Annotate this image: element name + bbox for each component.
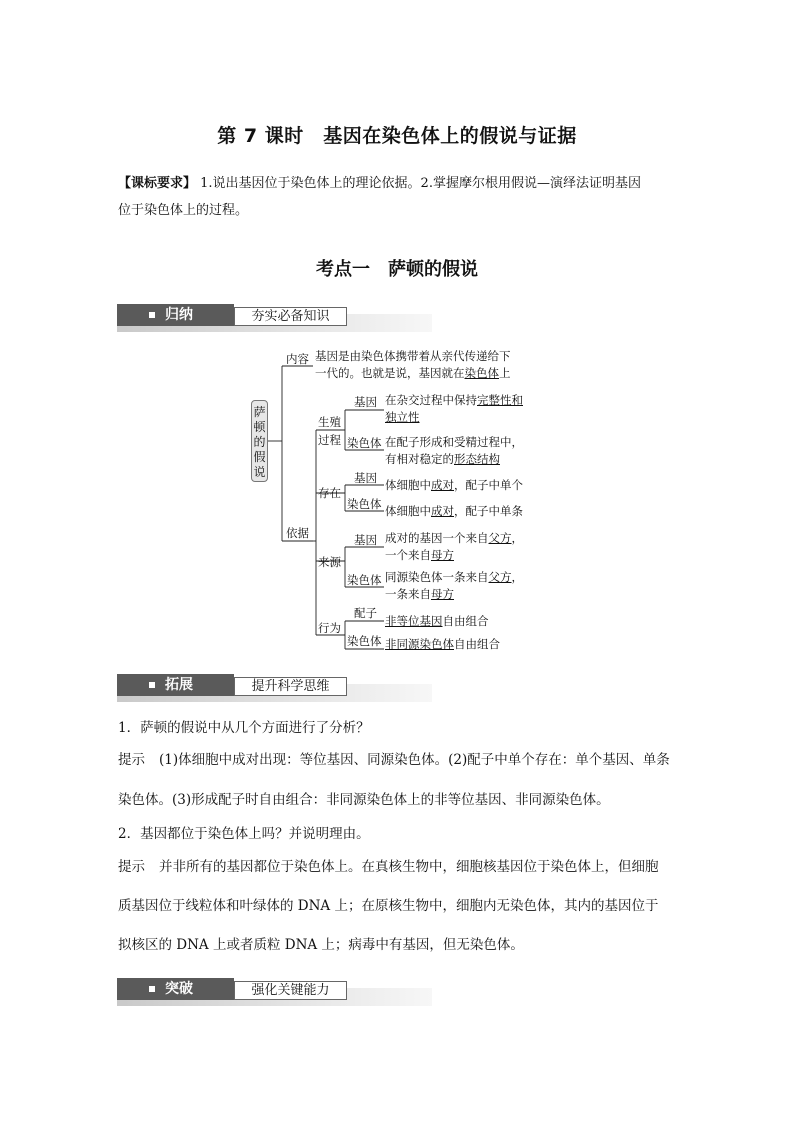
- section-subtitle: 夯实必备知识: [234, 307, 347, 326]
- shengzhi-jiyin-text: [385, 393, 523, 424]
- text-span: 同源染色体一条来自: [385, 570, 489, 584]
- square-bullet-icon: [149, 682, 155, 688]
- xingwei-line-2: [385, 637, 500, 651]
- laiyuan-ranseti-text: [385, 570, 523, 601]
- lesson-title: 第 7 课时 基因在染色体上的假说与证据: [217, 125, 577, 147]
- text-line: [385, 531, 523, 545]
- q2-answer-line-1: [118, 855, 678, 875]
- text-span: ，: [511, 570, 523, 584]
- node-shengzhi: [318, 415, 341, 447]
- requirements-line-2: 位于染色体上的过程。: [118, 203, 249, 218]
- node-neirong: 内容: [286, 352, 309, 366]
- shengzhi-label-2: 过程: [318, 433, 341, 447]
- cunzai-line-1: [385, 478, 523, 492]
- hint-label: 提示: [118, 752, 145, 768]
- text-span: 体细胞中: [385, 478, 431, 492]
- node-laiyuan: 来源: [318, 555, 341, 569]
- text-span: 一条来自: [385, 587, 431, 601]
- text-span: 有相对稳定的: [385, 452, 454, 466]
- section-bar-tupo: [117, 978, 432, 1008]
- q2-answer-line-3: 拟核区的 DNA 上或者质粒 DNA 上；病毒中有基因，但无染色体。: [118, 937, 524, 953]
- node-yiju: 依据: [286, 526, 309, 540]
- underlined-term: 成对: [431, 478, 454, 492]
- text-span: ，配子中单个: [454, 478, 523, 492]
- laiyuan-ranseti-label: 染色体: [347, 573, 382, 587]
- neirong-line-2: [315, 366, 511, 380]
- neirong-text: [315, 349, 511, 380]
- text-span: 成对的基因一个来自: [385, 531, 489, 545]
- section-name: 突破: [165, 981, 193, 997]
- underlined-term: 非等位基因: [385, 614, 443, 628]
- section-name: 归纳: [165, 307, 193, 323]
- square-bullet-icon: [149, 986, 155, 992]
- underlined-term: 母方: [431, 548, 454, 562]
- text-span: ，配子中单条: [454, 504, 523, 518]
- kaodian-title: 考点一 萨顿的假说: [316, 259, 478, 280]
- q1-answer-line-2: 染色体。(3)形成配子时自由组合：非同源染色体上的非等位基因、非同源染色体。: [118, 792, 610, 808]
- mindmap-root: 萨顿的假说: [251, 400, 268, 482]
- text-line: [385, 452, 523, 466]
- laiyuan-jiyin-text: [385, 531, 523, 562]
- requirements-text-1: 1.说出基因位于染色体上的理论依据。2.掌握摩尔根用假说—演绎法证明基因: [196, 176, 641, 191]
- section-subtitle: 强化关键能力: [234, 981, 347, 1000]
- neirong-line-1: 基因是由染色体携带着从亲代传递给下: [315, 349, 511, 363]
- underlined-term: 非同源染色体: [385, 637, 454, 651]
- q1-answer-line-1: [118, 748, 678, 768]
- text-line: [385, 570, 523, 584]
- cunzai-ranseti-label: 染色体: [347, 497, 382, 511]
- section-subtitle: 提升科学思维: [234, 677, 347, 696]
- shengzhi-label-1: 生殖: [318, 415, 341, 429]
- underlined-term: 染色体: [464, 366, 499, 380]
- text-span: 自由组合: [442, 614, 489, 628]
- section-dark-label: [117, 978, 234, 1000]
- requirements-tag: 【课标要求】: [118, 176, 197, 191]
- text-span: 自由组合: [454, 637, 500, 651]
- q2-answer-line-2: 质基因位于线粒体和叶绿体的 DNA 上；在原核生物中，细胞内无染色体，其内的基因位于: [118, 898, 659, 914]
- underlined-term: 独立性: [385, 410, 420, 424]
- node-xingwei: 行为: [318, 621, 341, 635]
- text-span: ，: [511, 531, 523, 545]
- xingwei-line-1: [385, 614, 489, 628]
- hint-label: 提示: [118, 859, 145, 875]
- xingwei-ranseti-label: 染色体: [347, 634, 382, 648]
- shengzhi-ranseti-text: [385, 435, 523, 466]
- question-2: 2．基因都位于染色体上吗？并说明理由。: [118, 826, 370, 842]
- text-span: 在杂交过程中保持: [385, 393, 477, 407]
- shengzhi-ranseti-label: 染色体: [347, 436, 382, 450]
- node-cunzai: 存在: [318, 486, 341, 500]
- underlined-term: 形态结构: [454, 452, 500, 466]
- text-line: [385, 587, 523, 601]
- text-span: 一代的。也就是说，基因就在: [315, 366, 465, 380]
- section-name: 拓展: [165, 677, 193, 693]
- question-1: 1．萨顿的假说中从几个方面进行了分析？: [118, 720, 370, 736]
- underlined-term: 母方: [431, 587, 454, 601]
- text-span: 上: [499, 366, 511, 380]
- underlined-term: 完整性和: [477, 393, 523, 407]
- underlined-term: 父方: [488, 531, 512, 545]
- answer-text: (1)体细胞中成对出现：等位基因、同源染色体。(2)配子中单个存在：单个基因、单条: [159, 752, 670, 768]
- cunzai-jiyin-label: 基因: [354, 471, 377, 485]
- text-line: [385, 393, 523, 407]
- laiyuan-jiyin-label: 基因: [354, 533, 377, 547]
- section-bar-tuozhan: [117, 674, 432, 704]
- answer-text: 并非所有的基因都位于染色体上。在真核生物中，细胞核基因位于染色体上，但细胞: [159, 859, 659, 875]
- underlined-term: 父方: [488, 570, 512, 584]
- underlined-term: 成对: [431, 504, 454, 518]
- section-dark-label: [117, 674, 234, 696]
- cunzai-line-2: [385, 504, 523, 518]
- text-line: [385, 548, 523, 562]
- text-span: 一个来自: [385, 548, 431, 562]
- text-line: [385, 410, 523, 424]
- xingwei-peizi-label: 配子: [354, 606, 377, 620]
- shengzhi-jiyin-label: 基因: [354, 395, 377, 409]
- text-span: 体细胞中: [385, 504, 431, 518]
- text-line: 在配子形成和受精过程中，: [385, 435, 523, 449]
